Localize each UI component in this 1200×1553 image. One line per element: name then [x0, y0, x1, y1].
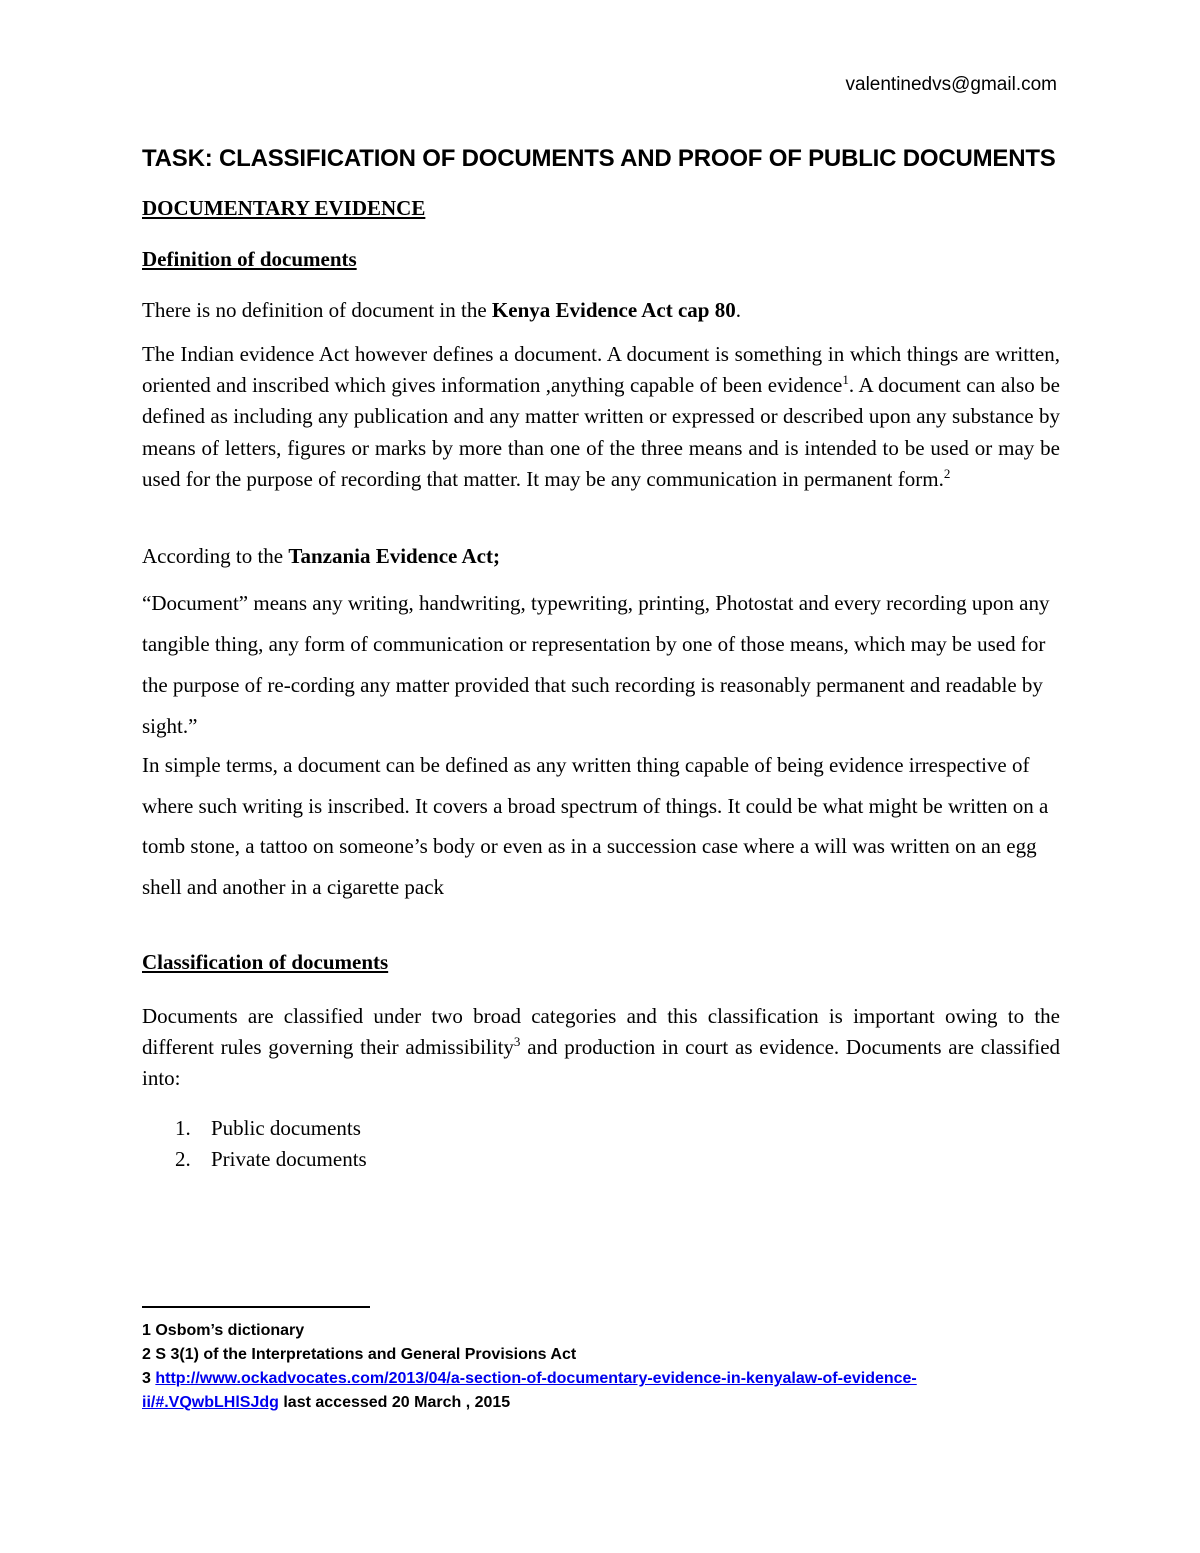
paragraph-simple-terms: In simple terms, a document can be defined as any written thing capable of being evidence irrespective of where such writing is inscribed. It covers a broad spectrum of things. It could be what might be written on a tomb stone, a tattoo on someone’s body or even as in a succession case where a will was written on an egg shell and another in a cigarette pack [142, 753, 1049, 899]
footnote-number: 2 [142, 1346, 151, 1363]
footnote-1 [142, 1319, 1042, 1343]
paragraph-text: There is no definition of document in the [142, 298, 492, 322]
section-heading-documentary-evidence: DOCUMENTARY EVIDENCE [142, 196, 426, 220]
subheading-definition-of-documents: Definition of documents [142, 247, 357, 271]
footnote-number: 1 [142, 1322, 151, 1339]
footnote-link[interactable]: http://www.ockadvocates.com/2013/04/a-section-of-documentary-evidence-in-kenyalaw-of-evidence-ii/#.VQwbLHlSJdg [142, 1370, 917, 1411]
footnote-ref-3: 3 [513, 1034, 521, 1050]
footnote-number: 3 [142, 1370, 151, 1387]
footnote-text: last accessed 20 March , 2015 [278, 1394, 511, 1411]
footnote-ref-1: 1 [842, 372, 849, 388]
list-label: Public documents [211, 1116, 361, 1140]
classification-list [175, 1113, 367, 1175]
footnotes [142, 1319, 1042, 1415]
paragraph-text-cont: and production in court as evidence. Documents are classified into: [142, 1035, 1061, 1091]
footnote-divider [142, 1306, 370, 1308]
paragraph-classification [142, 1001, 1060, 1095]
kenya-act-name: Kenya Evidence Act cap 80 [491, 298, 736, 322]
paragraph-indian-act [142, 339, 1060, 495]
paragraph-text: The Indian evidence Act however defines a document. A document is something in which things are written, oriented and inscribed which gives information ,anything capable of been evidence [142, 342, 1060, 398]
paragraph-document-quote: “Document” means any writing, handwriting, typewriting, printing, Photostat and every recording upon any tangible thing, any form of communication or representation by one of those means, which may be used for the purpose of re-cording any matter provided that such recording is reasonably permanent and readable by sight.” [142, 591, 1050, 738]
header-email: valentinedvs@gmail.com [845, 74, 1057, 95]
paragraph-end: . [735, 298, 741, 322]
paragraph-tanzania-intro [142, 544, 1060, 569]
subheading-classification-of-documents: Classification of documents [142, 950, 389, 974]
list-number: 1. [175, 1116, 191, 1140]
list-number: 2. [175, 1147, 191, 1171]
footnote-3 [142, 1367, 1042, 1415]
list-label: Private documents [211, 1147, 367, 1171]
list-item [175, 1113, 367, 1144]
footnote-2 [142, 1343, 1042, 1367]
tanzania-act-name: Tanzania Evidence Act; [288, 544, 500, 568]
list-item [175, 1144, 367, 1175]
footnote-text: S 3(1) of the Interpretations and General Provisions Act [155, 1346, 577, 1363]
footnote-text: Osbom’s dictionary [155, 1322, 305, 1339]
footnote-ref-2: 2 [943, 465, 951, 481]
page-title: TASK: CLASSIFICATION OF DOCUMENTS AND PROOF OF PUBLIC DOCUMENTS [142, 145, 1056, 172]
paragraph-text-cont: . A document can also be defined as including any publication and any matter written or expressed or described upon any substance by means of letters, figures or marks by more than one of the three means and is intended to be used or may be used for the purpose of recording that matter. It may be any communication in permanent form. [142, 373, 1060, 491]
paragraph-kenya-act [142, 298, 1060, 323]
paragraph-text: Documents are classified under two broad categories and this classification is important owing to the different rules governing their admissibility [142, 1004, 1060, 1060]
paragraph-text: According to the [142, 544, 289, 568]
